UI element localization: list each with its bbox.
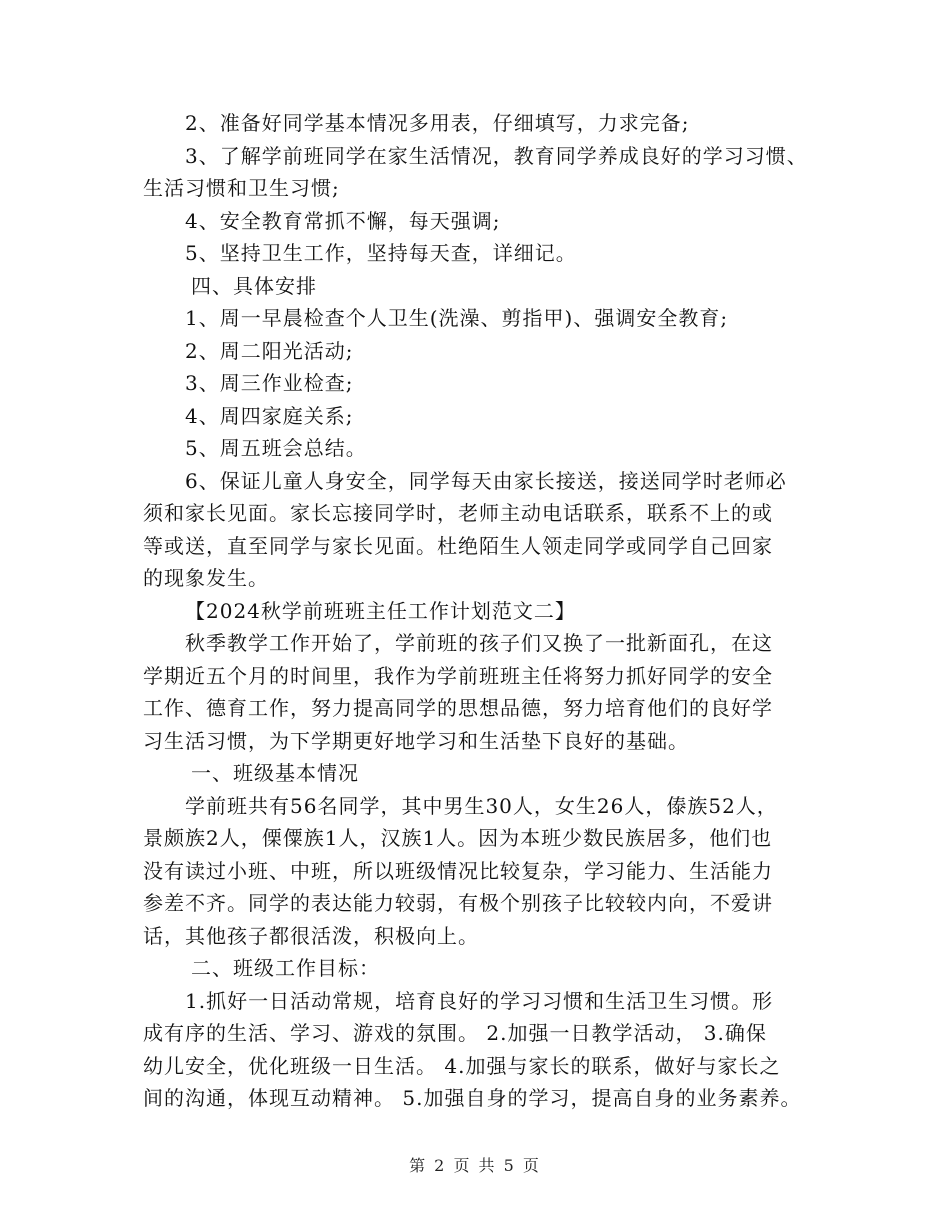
- document-body: [143, 107, 823, 1115]
- paragraph-line: 的现象发生。: [143, 566, 269, 590]
- paragraph-line: 5、周五班会总结。: [185, 436, 367, 460]
- section-title: 【2024秋学前班班主任工作计划范文二】: [185, 598, 576, 623]
- section-heading: 四、具体安排: [191, 273, 317, 298]
- paragraph-line: 1.抓好一日活动常规，培育良好的学习习惯和生活卫生习惯。形: [185, 988, 774, 1013]
- paragraph-line: 2、准备好同学基本情况多用表，仔细填写，力求完备;: [185, 111, 690, 135]
- paragraph-line: 4、安全教育常抓不懈，每天强调;: [185, 208, 501, 233]
- paragraph-line: 1、周一早晨检查个人卫生(洗澡、剪指甲)、强调安全教育;: [185, 306, 729, 330]
- section-heading: 一、班级基本情况: [191, 761, 359, 785]
- paragraph-line: 5、坚持卫生工作，坚持每天查，详细记。: [185, 241, 577, 265]
- paragraph-line: 2、周二阳光活动;: [185, 338, 354, 363]
- paragraph-line: 没有读过小班、中班，所以班级情况比较复杂，学习能力、生活能力: [143, 858, 773, 883]
- paragraph-line: 学期近五个月的时间里，我作为学前班班主任将努力抓好同学的安全: [143, 663, 773, 688]
- paragraph-line: 3、周三作业检查;: [185, 371, 354, 395]
- paragraph-line: 参差不齐。同学的表达能力较弱，有极个别孩子比较较内向，不爱讲: [143, 891, 773, 915]
- paragraph-line: 工作、德育工作，努力提高同学的思想品德，努力培育他们的良好学: [143, 696, 773, 720]
- paragraph-line: 成有序的生活、学习、游戏的氛围。 2.加强一日教学活动， 3.确保: [143, 1021, 767, 1045]
- paragraph-line: 间的沟通，体现互动精神。 5.加强自身的学习，提高自身的业务素养。: [143, 1086, 802, 1110]
- paragraph-line: 等或送，直至同学与家长见面。杜绝陌生人领走同学或同学自己回家: [143, 533, 773, 558]
- paragraph-line: 须和家长见面。家长忘接同学时，老师主动电话联系，联系不上的或: [143, 501, 773, 525]
- paragraph-line: 3、了解学前班同学在家生活情况，教育同学养成良好的学习习惯、: [185, 143, 808, 168]
- section-heading: 二、班级工作目标：: [191, 956, 380, 980]
- paragraph-line: 话，其他孩子都很活泼，积极向上。: [143, 923, 479, 948]
- paragraph-line: 6、保证儿童人身安全，同学每天由家长接送，接送同学时老师必: [185, 468, 787, 493]
- paragraph-line: 景颇族2人，傈僳族1人，汉族1人。因为本班少数民族居多，他们也: [143, 826, 773, 850]
- paragraph-line: 秋季教学工作开始了，学前班的孩子们又换了一批新面孔，在这: [185, 631, 773, 655]
- paragraph-line: 幼儿安全，优化班级一日生活。 4.加强与家长的联系，做好与家长之: [143, 1053, 781, 1078]
- page-number-footer: 第 2 页 共 5 页: [409, 1156, 541, 1175]
- paragraph-line: 习生活习惯，为下学期更好地学习和生活垫下良好的基础。: [143, 728, 689, 753]
- paragraph-line: 生活习惯和卫生习惯;: [143, 176, 340, 200]
- paragraph-line: 学前班共有56名同学，其中男生30人，女生26人，傣族52人，: [185, 793, 778, 818]
- paragraph-line: 4、周四家庭关系;: [185, 403, 354, 428]
